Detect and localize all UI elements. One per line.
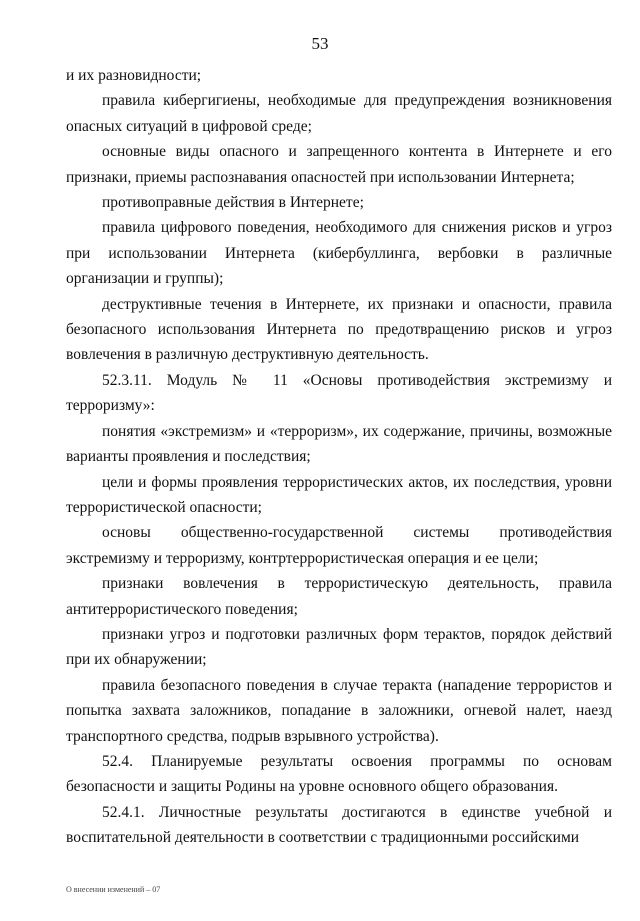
paragraph: основные виды опасного и запрещенного контента в Интернете и его признаки, приемы распознавания опасностей при использовании Интернета;	[66, 143, 612, 186]
paragraph: 52.4.1. Личностные результаты достигаются в единстве учебной и воспитательной деятельности в соответствии с традиционными российскими	[66, 803, 612, 847]
paragraph: правила безопасного поведения в случае теракта (нападение террористов и попытка захвата заложников, попадание в заложники, огневой налет, наезд транспортного средства, подрыв взрывного устройства).	[66, 676, 612, 745]
page-number: 53	[311, 34, 329, 53]
section-heading: 52.4. Планируемые результаты освоения программы по основам безопасности и защиты Родины на уровне основного общего образования.	[66, 752, 612, 796]
paragraph: понятия «экстремизм» и «терроризм», их содержание, причины, возможные варианты проявления и последствия;	[66, 422, 612, 466]
paragraph: противоправные действия в Интернете;	[102, 194, 364, 212]
paragraph: признаки вовлечения в террористическую деятельность, правила антитеррористического поведения;	[66, 575, 612, 618]
document-body	[66, 63, 612, 851]
paragraph: правила цифрового поведения, необходимого для снижения рисков и угроз при использовании Интернета (кибербуллинга, вербовки в различные организации и группы);	[66, 219, 612, 288]
paragraph: цели и формы проявления террористических актов, их последствия, уровни террористической опасности;	[66, 473, 612, 516]
section-heading: 52.3.11. Модуль № 11 «Основы противодействия экстремизму и терроризму»:	[66, 371, 612, 415]
paragraph: правила кибергигиены, необходимые для предупреждения возникновения опасных ситуаций в цифровой среде;	[66, 92, 612, 135]
paragraph: признаки угроз и подготовки различных форм терактов, порядок действий при их обнаружении;	[66, 625, 612, 669]
paragraph: и их разновидности;	[66, 67, 202, 84]
footer-note: О внесении изменений – 07	[66, 885, 161, 894]
paragraph: основы общественно-государственной системы противодействия экстремизму и терроризму, контртеррористическая операция и ее цели;	[66, 524, 612, 567]
paragraph: деструктивные течения в Интернете, их признаки и опасности, правила безопасного использования Интернета по предотвращению рисков и угроз вовлечения в различную деструктивную деятельность.	[66, 295, 612, 364]
